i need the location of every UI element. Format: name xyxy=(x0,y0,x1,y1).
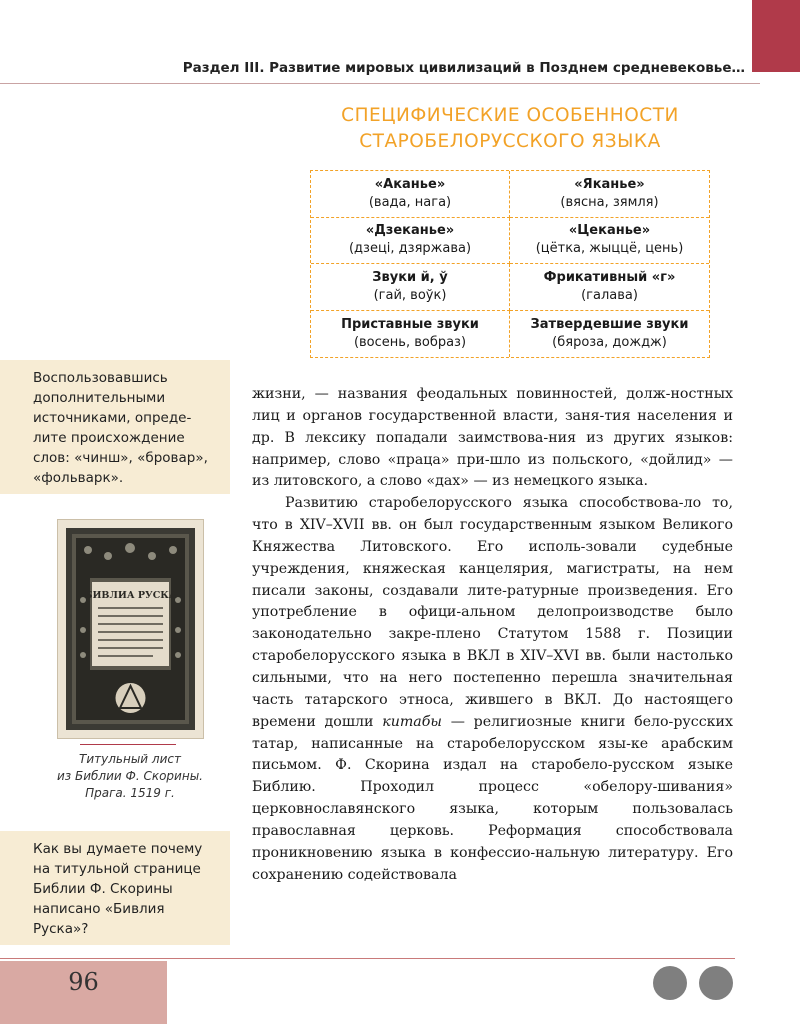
decorative-dot xyxy=(699,966,733,1000)
feature-name: «Цеканье» xyxy=(568,223,651,239)
feature-examples: (вясна, зямля) xyxy=(560,194,659,210)
caption-line: Титульный лист xyxy=(79,752,181,766)
feature-examples: (вада, нага) xyxy=(368,194,452,210)
caption-line: Прага. 1519 г. xyxy=(85,786,175,800)
feature-cell xyxy=(510,264,709,311)
section-title-line1: СПЕЦИФИЧЕСКИЕ ОСОБЕННОСТИ xyxy=(341,105,679,126)
feature-examples: (гай, воўк) xyxy=(373,287,447,303)
feature-cell xyxy=(510,171,709,218)
feature-examples: (галава) xyxy=(581,287,638,303)
feature-name: «Дзеканье» xyxy=(365,223,455,239)
feature-name: Приставные звуки xyxy=(341,316,479,332)
task-box-question: Как вы думаете почему на титульной странице Библии Ф. Скорины написано «Бивлия Руска»? xyxy=(0,831,230,945)
term-kitaby: китабы xyxy=(382,713,442,730)
footer-divider xyxy=(0,958,735,959)
paragraph xyxy=(252,493,733,886)
feature-name: Звуки й, ў xyxy=(372,269,448,285)
caption-line: из Библии Ф. Скорины. xyxy=(57,769,203,783)
feature-cell xyxy=(510,218,709,265)
features-table xyxy=(310,170,710,358)
running-header: Раздел III. Развитие мировых цивилизаций в Позднем средневековье… xyxy=(182,60,745,76)
feature-cell xyxy=(311,264,510,311)
main-text xyxy=(252,384,733,886)
paragraph: жизни, — названия феодальных повинностей, долж-ностных лиц и органов государственной власти, заня-тия населения и др. В лексику попадали заимствова-ния из других языков: например, слово «праца» при-шло из польского, «дойлид» — из литовского, а слово «дах» — из немецкого языка. xyxy=(252,386,733,490)
feature-name: «Яканье» xyxy=(574,176,645,192)
feature-cell xyxy=(311,218,510,265)
illustration-heading: БИВЛИА РУСКА xyxy=(84,590,177,601)
caption-divider xyxy=(80,744,176,745)
feature-cell xyxy=(510,311,709,358)
illustration-caption xyxy=(30,751,230,802)
feature-name: Фрикативный «г» xyxy=(543,269,676,285)
page-number: 96 xyxy=(68,968,99,996)
feature-cell xyxy=(311,311,510,358)
feature-examples: (восень, вобраз) xyxy=(353,334,467,350)
header-divider xyxy=(0,83,760,84)
feature-examples: (цётка, жыццё, цень) xyxy=(535,241,684,257)
feature-cell xyxy=(311,171,510,218)
header-accent-tab xyxy=(752,0,800,72)
paragraph-part: — религиозные книги бело-русских татар, написанные на старобелорусском язы-ке арабским письмом. Ф. Скорина издал на старобело-русском языке Библию. Проходил процесс «обелору-шивания» церковнославянского языка, которым пользовалась православная церковь. Реформация способствовала проникновению языка в конфессио-нальную литературу. Его сохранению содействовала xyxy=(252,713,733,883)
feature-examples: (дзеці, дзяржава) xyxy=(348,241,472,257)
section-title-line2: СТАРОБЕЛОРУССКОГО ЯЗЫКА xyxy=(359,131,661,152)
paragraph-part: Развитию старобелорусского языка способствова-ло то, что в XIV–XVII вв. он был государственным языком Великого Княжества Литовского. Его исполь-зовали судебные учреждения, княжеская канцелярия, магистраты, на нем писали законы, создавали лите-ратурные произведения. Его употребление в офици-альном делопроизводстве было законодательно закре-плено Статутом 1588 г. Позиции старобелорусского языка в ВКЛ в XIV–XVI вв. были настолько сильными, что на него постепенно перешла значительная часть татарского этноса, жившего в ВКЛ. До настоящего времени дошли xyxy=(252,495,733,730)
feature-examples: (бяроза, дождж) xyxy=(552,334,667,350)
feature-name: Затвердевшие звуки xyxy=(530,316,689,332)
bible-title-page-illustration xyxy=(57,519,204,739)
task-box-origin: Воспользовавшись дополнительными источниками, опреде-лите происхождение слов: «чинш», «бровар», «фольварк». xyxy=(0,360,230,494)
section-title xyxy=(310,103,710,155)
decorative-dot xyxy=(653,966,687,1000)
feature-name: «Аканье» xyxy=(374,176,446,192)
